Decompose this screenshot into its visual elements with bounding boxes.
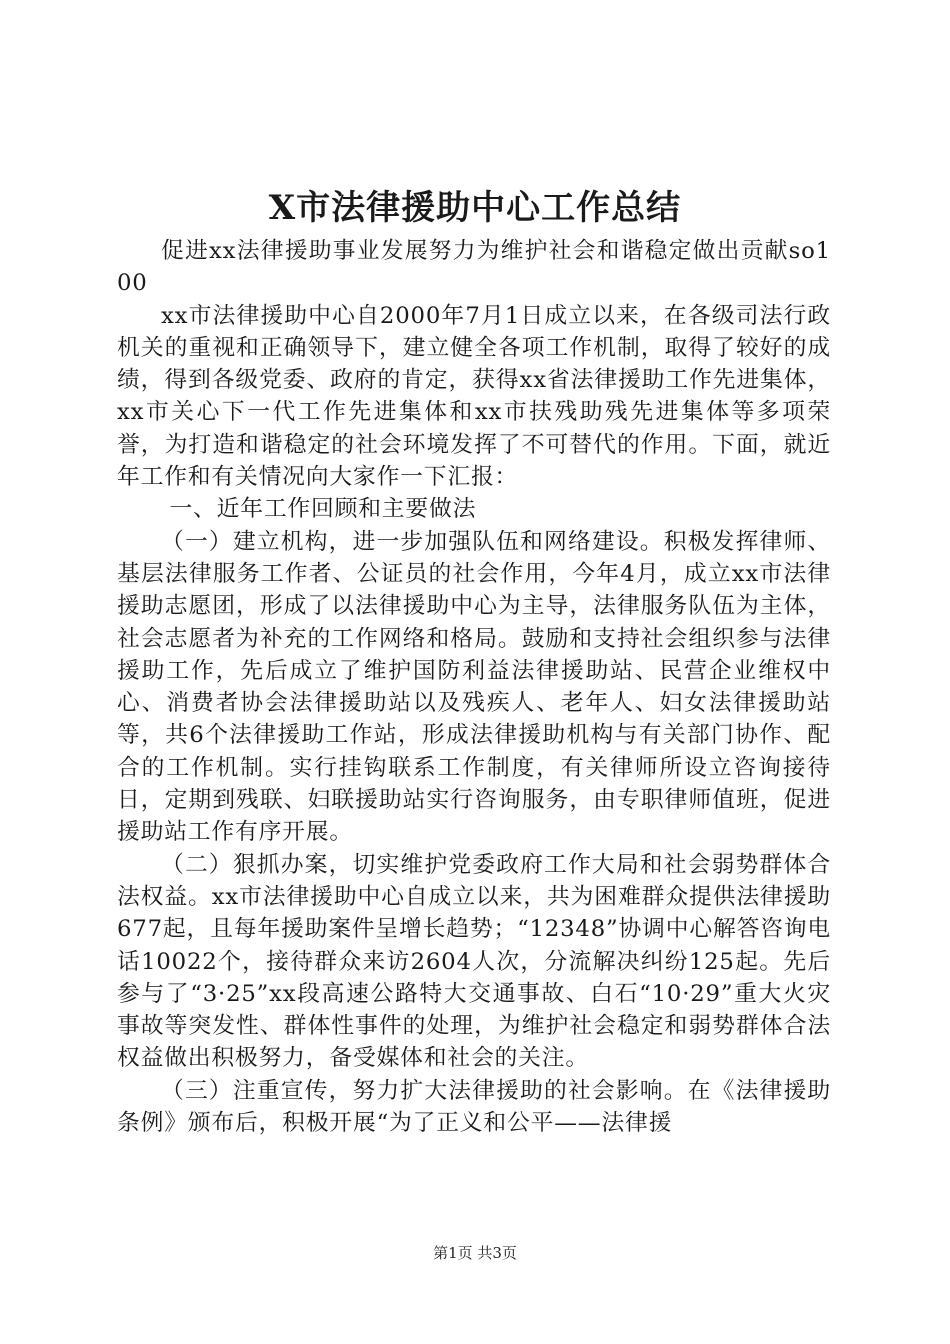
document-body bbox=[117, 235, 831, 1139]
paragraph-section-1: （一）建立机构，进一步加强队伍和网络建设。积极发挥律师、基层法律服务工作者、公证员的社会作用，今年4月，成立xx市法律援助志愿团，形成了以法律援助中心为主导，法律服务队伍为主体，社会志愿者为补充的工作网络和格局。鼓励和支持社会组织参与法律援助工作，先后成立了维护国防利益法律援助站、民营企业维权中心、消费者协会法律援助站以及残疾人、老年人、妇女法律援助站等，共6个法律援助工作站，形成法律援助机构与有关部门协作、配合的工作机制。实行挂钩联系工作制度，有关律师所设立咨询接待日，定期到残联、妇联援助站实行咨询服务，由专职律师值班，促进援助站工作有序开展。 bbox=[117, 528, 831, 846]
document-title: X市法律援助中心工作总结 bbox=[268, 188, 682, 228]
page-number-footer: 第1页 共3页 bbox=[433, 1244, 517, 1262]
paragraph-intro: xx市法律援助中心自2000年7月1日成立以来，在各级司法行政机关的重视和正确领导下，建立健全各项工作机制，取得了较好的成绩，得到各级党委、政府的肯定，获得xx省法律援助工作先进集体，xx市关心下一代工作先进集体和xx市扶残助残先进集体等多项荣誉，为打造和谐稳定的社会环境发挥了不可替代的作用。下面，就近年工作和有关情况向大家作一下汇报： bbox=[117, 302, 831, 491]
paragraph-subtitle: 促进xx法律援助事业发展努力为维护社会和谐稳定做出贡献so100 bbox=[117, 238, 831, 297]
paragraph-section-2: （二）狠抓办案，切实维护党委政府工作大局和社会弱势群体合法权益。xx市法律援助中心自成立以来，共为困难群众提供法律援助677起，且每年援助案件呈增长趋势；“12348”协调中心解答咨询电话10022个，接待群众来访2604人次，分流解决纠纷125起。先后参与了“3·25”xx段高速公路特大交通事故、白石“10·29”重大火灾事故等突发性、群体性事件的处理，为维护社会稳定和弱势群体合法权益做出积极努力，备受媒体和社会的关注。 bbox=[117, 851, 831, 1072]
section-heading: 一、近年工作回顾和主要做法 bbox=[169, 496, 477, 523]
paragraph-section-3: （三）注重宣传，努力扩大法律援助的社会影响。在《法律援助条例》颁布后，积极开展“为了正义和公平——法律援 bbox=[117, 1077, 831, 1137]
